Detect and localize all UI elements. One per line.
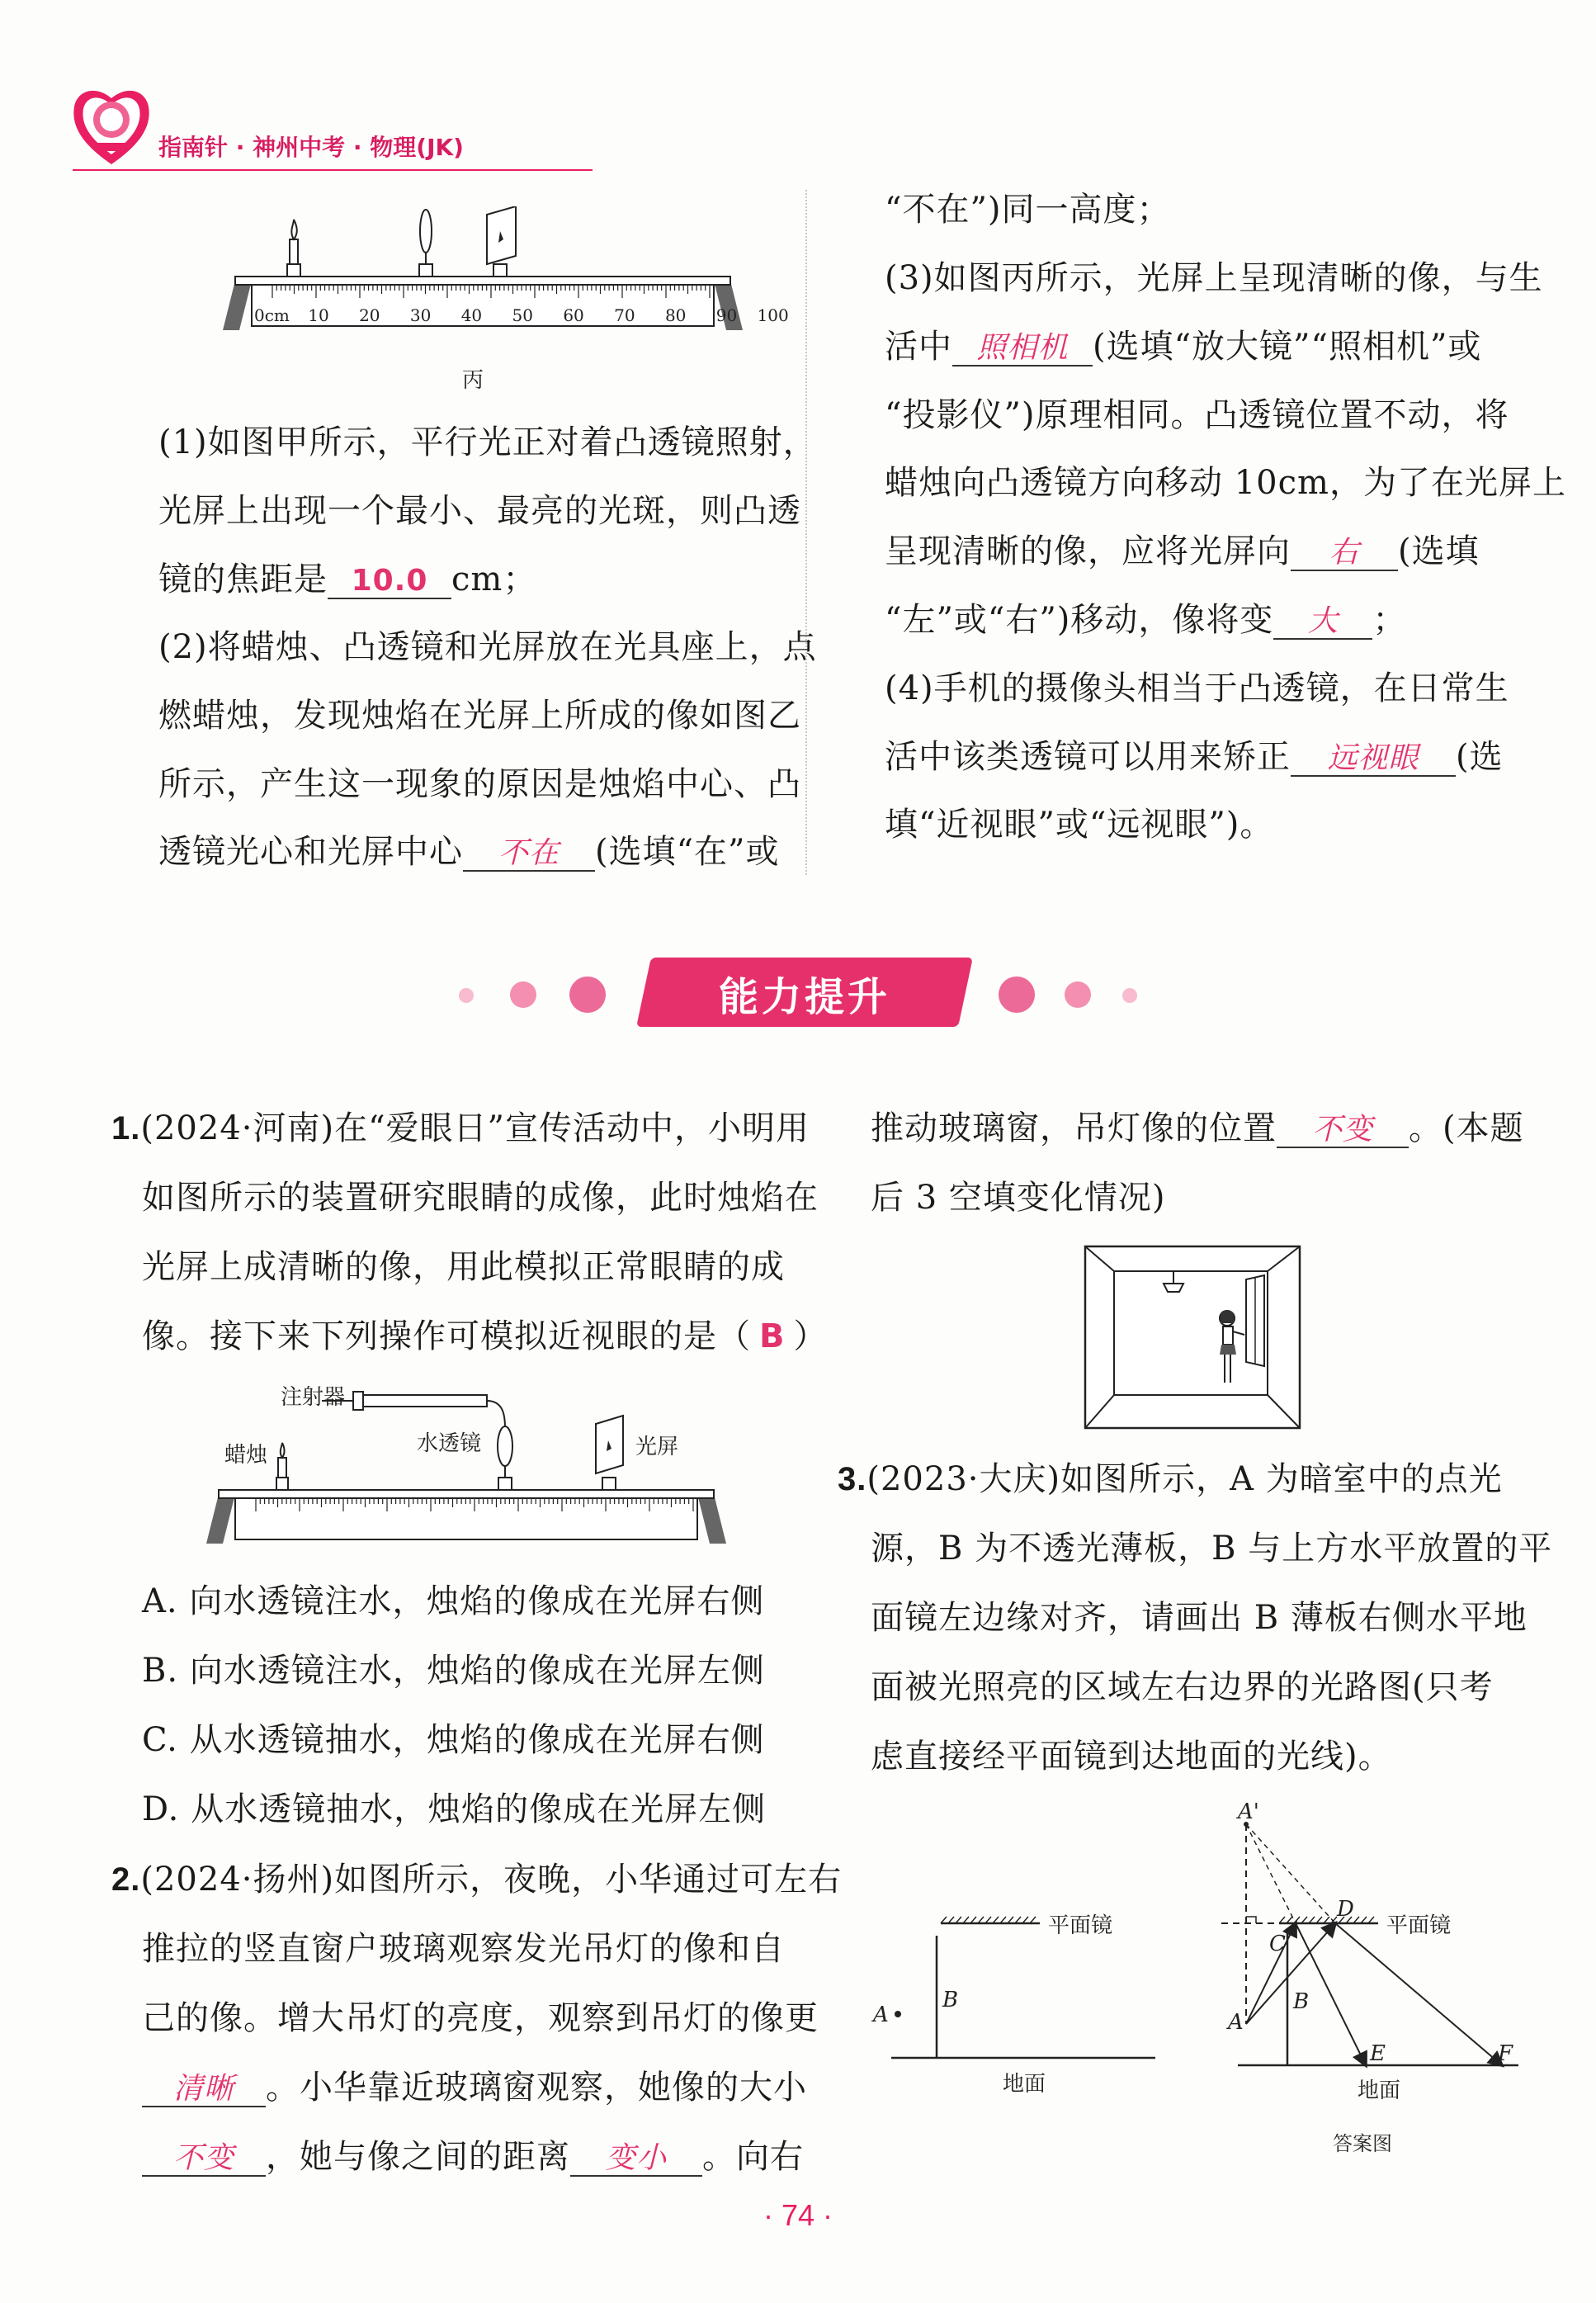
p2-answer4: 不变: [1277, 1114, 1409, 1148]
p2-right-line1: [871, 1109, 1524, 1148]
q4-line3: 填“近视眼”或“远视眼”)。: [885, 806, 1274, 844]
q3-line5-post: (选填: [1398, 532, 1480, 570]
ground-label: 地面: [1003, 2072, 1046, 2097]
tick-label: 100: [757, 305, 789, 325]
q4-line1: (4)手机的摄像头相当于凸透镜，在日常生: [885, 669, 1509, 707]
optical-bench-figure: [215, 206, 751, 355]
point-b-label: B: [942, 1988, 959, 2012]
q3-line6-pre: “左”或“右”)移动，像将变: [885, 601, 1274, 639]
p1-figure: [198, 1378, 734, 1552]
p2-line1-text: (2024·扬州)如图所示，夜晚，小华通过可左右: [140, 1861, 843, 1899]
q4-line2-post: (选: [1456, 738, 1504, 776]
room-window-figure: [1081, 1242, 1304, 1432]
answer-point-a: A: [1228, 2010, 1244, 2035]
tick-label: 70: [614, 305, 635, 325]
p3-line5: 虑直接经平面镜到达地面的光线)。: [871, 1738, 1392, 1776]
fig-syringe-label: 注射器: [281, 1385, 346, 1410]
p1-line1: [111, 1109, 810, 1148]
p3-line1: [838, 1459, 1503, 1499]
q2-answer: 不在: [463, 837, 595, 872]
answer-point-c: C: [1269, 1932, 1286, 1956]
tick-label: 0cm: [254, 305, 290, 325]
ruler-labels-top: [254, 305, 789, 325]
q3-line3: “投影仪”)原理相同。凸透镜位置不动，将: [885, 396, 1509, 434]
p3-line2: 源，B 为不透光薄板，B 与上方水平放置的平: [871, 1530, 1553, 1568]
fig-lens-label: 水透镜: [417, 1431, 482, 1456]
deco-dot: [510, 981, 536, 1008]
p1-line2: 如图所示的装置研究眼睛的成像，此时烛焰在: [142, 1179, 819, 1217]
answer-point-a2: A': [1238, 1799, 1259, 1824]
tick-label: 40: [460, 305, 483, 325]
p3-line1-text: (2023·大庆)如图所示，A 为暗室中的点光: [866, 1460, 1503, 1498]
p1-option-a: A. 向水透镜注水，烛焰的像成在光屏右侧: [142, 1582, 765, 1620]
answer-caption: 答案图: [1333, 2132, 1392, 2155]
q4-line2-pre: 活中该类透镜可以用来矫正: [885, 738, 1291, 776]
q3-line4: 蜡烛向凸透镜方向移动 10cm，为了在光屏上: [885, 464, 1566, 502]
tick-label: 20: [359, 305, 380, 325]
q1-line2: 光屏上出现一个最小、最亮的光斑，则凸透: [158, 492, 801, 530]
p2-line4-post: 。小华靠近玻璃窗观察，她像的大小: [266, 2069, 807, 2107]
answer-mirror-label: 平面镜: [1386, 1913, 1452, 1938]
p2-line4: [142, 2068, 807, 2107]
q3-line2: [885, 327, 1481, 366]
answer-point-d: D: [1337, 1897, 1354, 1922]
q2-line1: (2)将蜡烛、凸透镜和光屏放在光具座上，点: [158, 628, 817, 666]
p2-line1: [111, 1860, 842, 1899]
header: [66, 78, 594, 173]
figure-bing: [215, 206, 789, 393]
p2-line3: 己的像。增大吊灯的亮度，观察到吊灯的像更: [142, 1999, 819, 2037]
deco-dot: [1122, 988, 1137, 1003]
fig-screen-label: 光屏: [635, 1435, 679, 1459]
q3-answer3: 大: [1273, 605, 1372, 640]
deco-dot: [459, 988, 474, 1003]
p2-right-line1-post: 。(本题: [1409, 1109, 1524, 1147]
q3-answer2: 右: [1291, 537, 1398, 571]
answer-point-e: E: [1370, 2041, 1386, 2066]
q2-line3: 所示，产生这一现象的原因是烛焰中心、凸: [158, 765, 801, 803]
q3-line1: (3)如图丙所示，光屏上呈现清晰的像，与生: [885, 259, 1543, 297]
p3-number: 3.: [838, 1461, 867, 1497]
answer-point-b: B: [1293, 1989, 1310, 2014]
p2-right-line2: 后 3 空填变化情况): [871, 1179, 1166, 1217]
p1-option-b: B. 向水透镜注水，烛焰的像成在光屏左侧: [142, 1652, 765, 1690]
section-banner: [446, 953, 1155, 1036]
q4-line2: [885, 737, 1504, 777]
header-rule: [73, 169, 593, 171]
q3-line5: [885, 532, 1480, 571]
p3-question-figure: [866, 1890, 1164, 2105]
answer-point-f: F: [1498, 2041, 1513, 2066]
deco-dot: [999, 977, 1035, 1013]
fig-candle-label: 蜡烛: [224, 1443, 268, 1468]
water-lens-bench-figure: [198, 1378, 734, 1552]
q3-answer1: 照相机: [952, 332, 1093, 366]
p3-answer-figure: [1213, 1799, 1543, 2163]
p2-line2: 推拉的竖直窗户玻璃观察发光吊灯的像和自: [142, 1930, 785, 1968]
tick-label: 50: [512, 305, 533, 325]
page-number: · 74 ·: [763, 2198, 833, 2232]
answer-ground-label: 地面: [1358, 2078, 1401, 2103]
q3-line6: [885, 600, 1406, 640]
deco-dot: [1065, 981, 1091, 1008]
mirror-label: 平面镜: [1048, 1913, 1113, 1938]
deco-dot: [569, 977, 606, 1013]
point-a-label: A: [873, 2003, 889, 2027]
tick-label: 90: [715, 305, 738, 325]
q1-line3-post: cm；: [451, 560, 537, 598]
tick-label: 10: [308, 305, 329, 325]
p1-line1-text: (2024·河南)在“爱眼日”宣传活动中，小明用: [140, 1109, 810, 1147]
section-title: 能力提升: [718, 974, 890, 1020]
q1-answer: 10.0: [328, 565, 451, 599]
p1-option-c: C. 从水透镜抽水，烛焰的像成在光屏右侧: [142, 1721, 765, 1759]
p1-option-d: D. 从水透镜抽水，烛焰的像成在光屏左侧: [142, 1790, 767, 1828]
figure-label: 丙: [462, 368, 484, 393]
p3-line3: 面镜左边缘对齐，请画出 B 薄板右侧水平地: [871, 1599, 1528, 1637]
p1-answer: B: [759, 1317, 786, 1355]
q2-line4-post: (选填“在”或: [595, 833, 780, 871]
p2-right-line1-pre: 推动玻璃窗，吊灯像的位置: [871, 1109, 1277, 1147]
q3-line2-post: (选填“放大镜”“照相机”或: [1093, 328, 1482, 366]
p2-line5: [142, 2137, 804, 2177]
p1-line4-post: ）: [793, 1317, 828, 1355]
p2-answer1: 清晰: [142, 2073, 266, 2107]
q1-line1: (1)如图甲所示，平行光正对着凸透镜照射，: [158, 423, 817, 461]
q4-answer: 远视眼: [1291, 742, 1456, 777]
p2-number: 2.: [111, 1861, 141, 1898]
q1-line3-pre: 镜的焦距是: [158, 560, 328, 598]
tick-label: 80: [664, 305, 687, 325]
q1-line3: [158, 560, 536, 599]
header-series: 指南针 · 神州中考 · 物理(JK): [158, 134, 464, 161]
q2-line4: [158, 832, 780, 872]
q3-line6-post: ；: [1372, 601, 1407, 639]
p2-answer2: 不变: [142, 2142, 266, 2177]
p1-number: 1.: [111, 1110, 141, 1147]
tick-label: 60: [563, 305, 584, 325]
q2-line4-pre: 透镜光心和光屏中心: [158, 833, 463, 871]
p2-line5-mid: ，她与像之间的距离: [266, 2138, 570, 2176]
p1-line3: 光屏上成清晰的像，用此模拟正常眼睛的成: [142, 1248, 785, 1286]
p1-line4: [142, 1317, 828, 1356]
p2-line5-post: 。向右: [702, 2138, 804, 2176]
p3-line4: 面被光照亮的区域左右边界的光路图(只考: [871, 1668, 1494, 1706]
column-divider: [805, 190, 807, 875]
publisher-logo: [66, 78, 157, 169]
p2-answer3: 变小: [570, 2142, 702, 2177]
r-line1: “不在”)同一高度；: [885, 191, 1171, 229]
q3-line5-pre: 呈现清晰的像，应将光屏向: [885, 532, 1291, 570]
p1-line4-pre: 像。接下来下列操作可模拟近视眼的是（: [142, 1317, 751, 1355]
tick-label: 30: [409, 305, 432, 325]
q3-line2-pre: 活中: [885, 328, 952, 366]
q2-line2: 燃蜡烛，发现烛焰在光屏上所成的像如图乙: [158, 697, 801, 735]
